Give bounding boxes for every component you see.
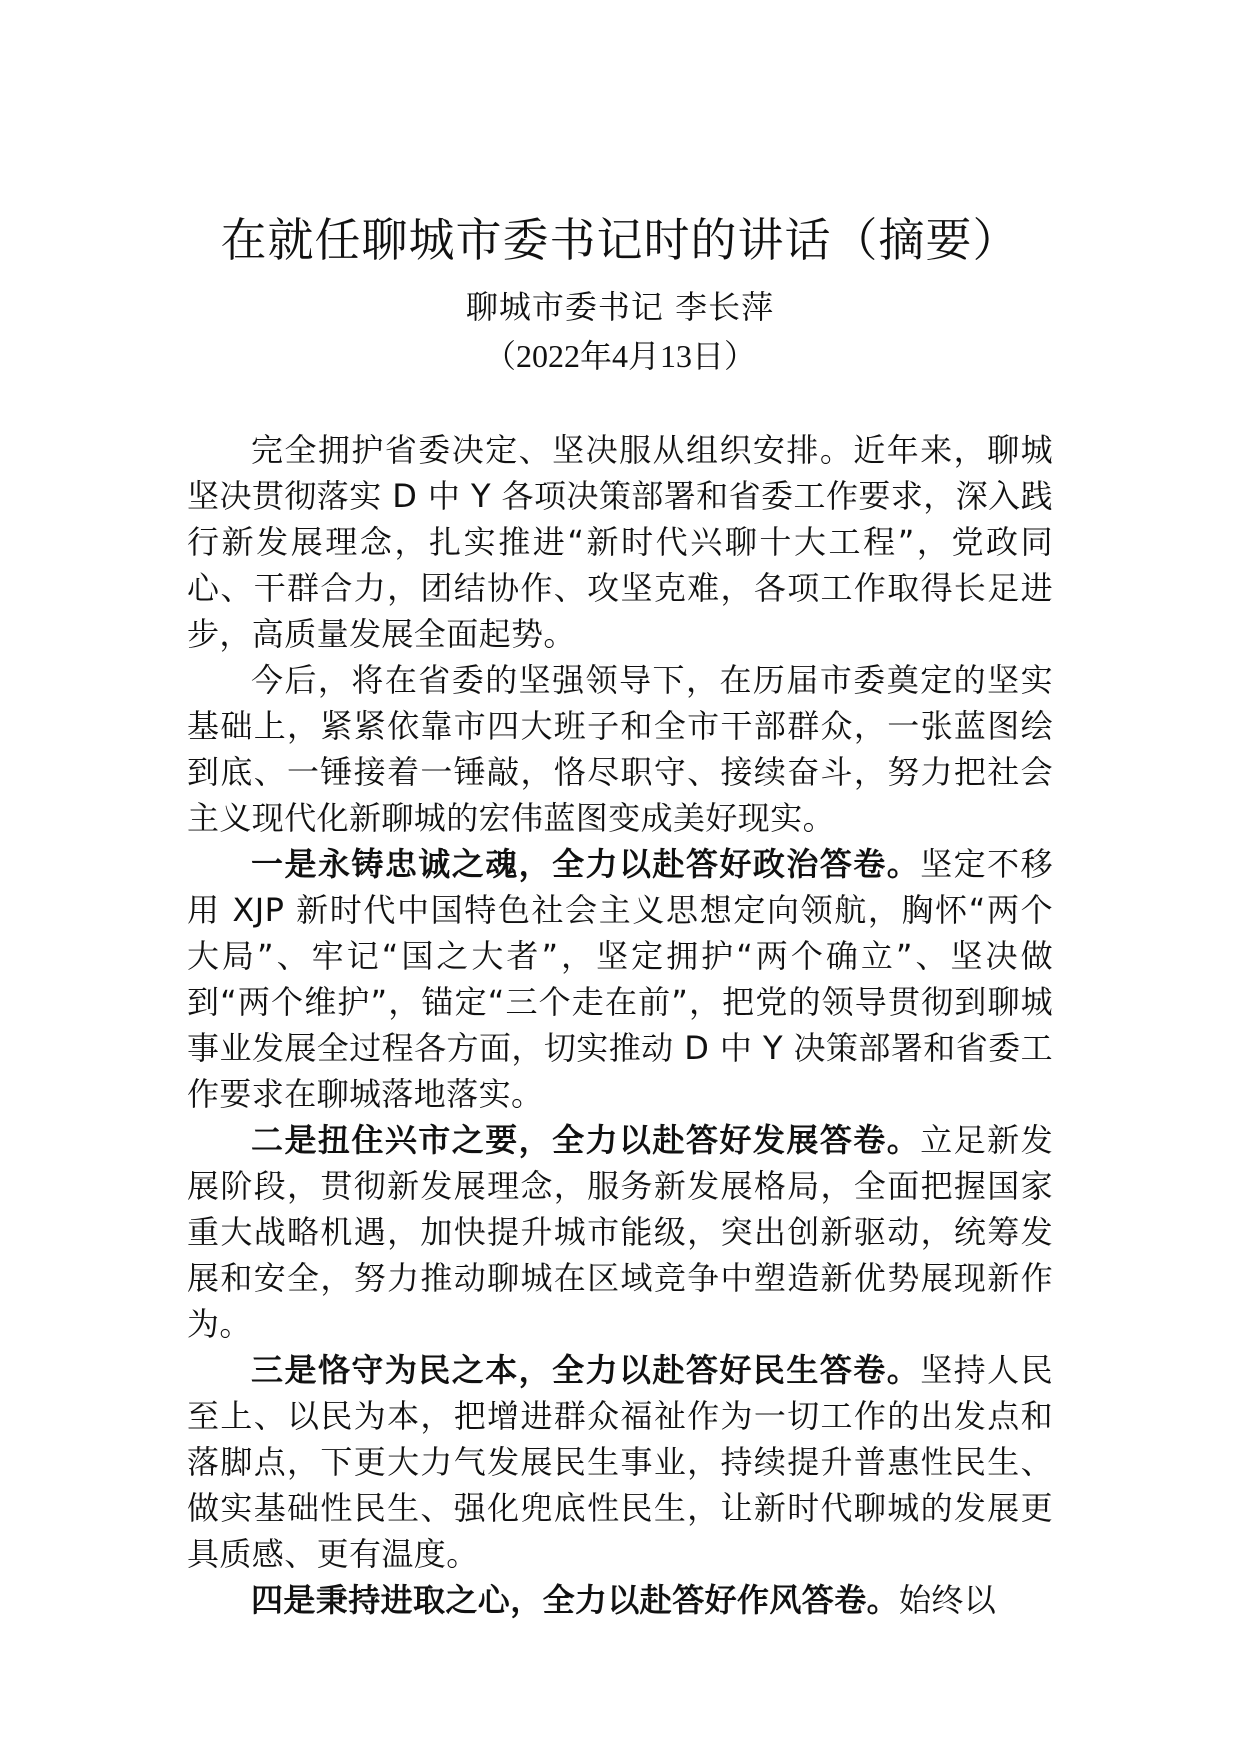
paragraph-lead: 三是恪守为民之本，全力以赴答好民生答卷。 bbox=[251, 1351, 921, 1389]
body-paragraph-5 bbox=[187, 1347, 1053, 1577]
document-author: 聊城市委书记 李长萍 bbox=[465, 288, 775, 326]
paragraph-text: 坚持人民至上、以民为本，把增进群众福祉作为一切工作的出发点和落脚点，下更大力气发展民生事业，持续提升普惠性民生、做实基础性民生、强化兜底性民生，让新时代聊城的发展更具质感、更有温度。 bbox=[187, 1351, 1053, 1573]
document-title: 在就任聊城市委书记时的讲话（摘要） bbox=[220, 213, 1020, 267]
paragraph-text: 立足新发展阶段，贯彻新发展理念，服务新发展格局，全面把握国家重大战略机遇，加快提升城市能级，突出创新驱动，统筹发展和安全，努力推动聊城在区域竞争中塑造新优势展现新作为。 bbox=[187, 1121, 1053, 1343]
paragraph-text: 完全拥护省委决定、坚决服从组织安排。近年来，聊城坚决贯彻落实 D 中 Y 各项决策部署和省委工作要求，深入践行新发展理念，扎实推进“新时代兴聊十大工程”，党政同心、干群合力，团结协作、攻坚克难，各项工作取得长足进步，高质量发展全面起势。 bbox=[187, 431, 1053, 653]
document-date: （2022年4月13日） bbox=[483, 338, 756, 374]
paragraph-text: 始终以 bbox=[899, 1581, 997, 1619]
paragraph-lead: 一是永铸忠诚之魂，全力以赴答好政治答卷。 bbox=[251, 845, 921, 883]
document-body bbox=[187, 427, 1053, 1623]
body-paragraph-6 bbox=[187, 1577, 1053, 1623]
body-paragraph-4 bbox=[187, 1117, 1053, 1347]
paragraph-text: 坚定不移用 XJP 新时代中国特色社会主义思想定向领航，胸怀“两个大局”、牢记“国之大者”，坚定拥护“两个确立”、坚决做到“两个维护”，锚定“三个走在前”，把党的领导贯彻到聊城事业发展全过程各方面，切实推动 D 中 Y 决策部署和省委工作要求在聊城落地落实。 bbox=[187, 845, 1053, 1113]
paragraph-lead: 二是扭住兴市之要，全力以赴答好发展答卷。 bbox=[251, 1121, 921, 1159]
paragraph-text: 今后，将在省委的坚强领导下，在历届市委奠定的坚实基础上，紧紧依靠市四大班子和全市干部群众，一张蓝图绘到底、一锤接着一锤敲，恪尽职守、接续奋斗，努力把社会主义现代化新聊城的宏伟蓝图变成美好现实。 bbox=[187, 661, 1053, 837]
body-paragraph-2 bbox=[187, 657, 1053, 841]
paragraph-lead: 四是秉持进取之心，全力以赴答好作风答卷。 bbox=[251, 1581, 900, 1619]
body-paragraph-3 bbox=[187, 841, 1053, 1117]
body-paragraph-1 bbox=[187, 427, 1053, 657]
